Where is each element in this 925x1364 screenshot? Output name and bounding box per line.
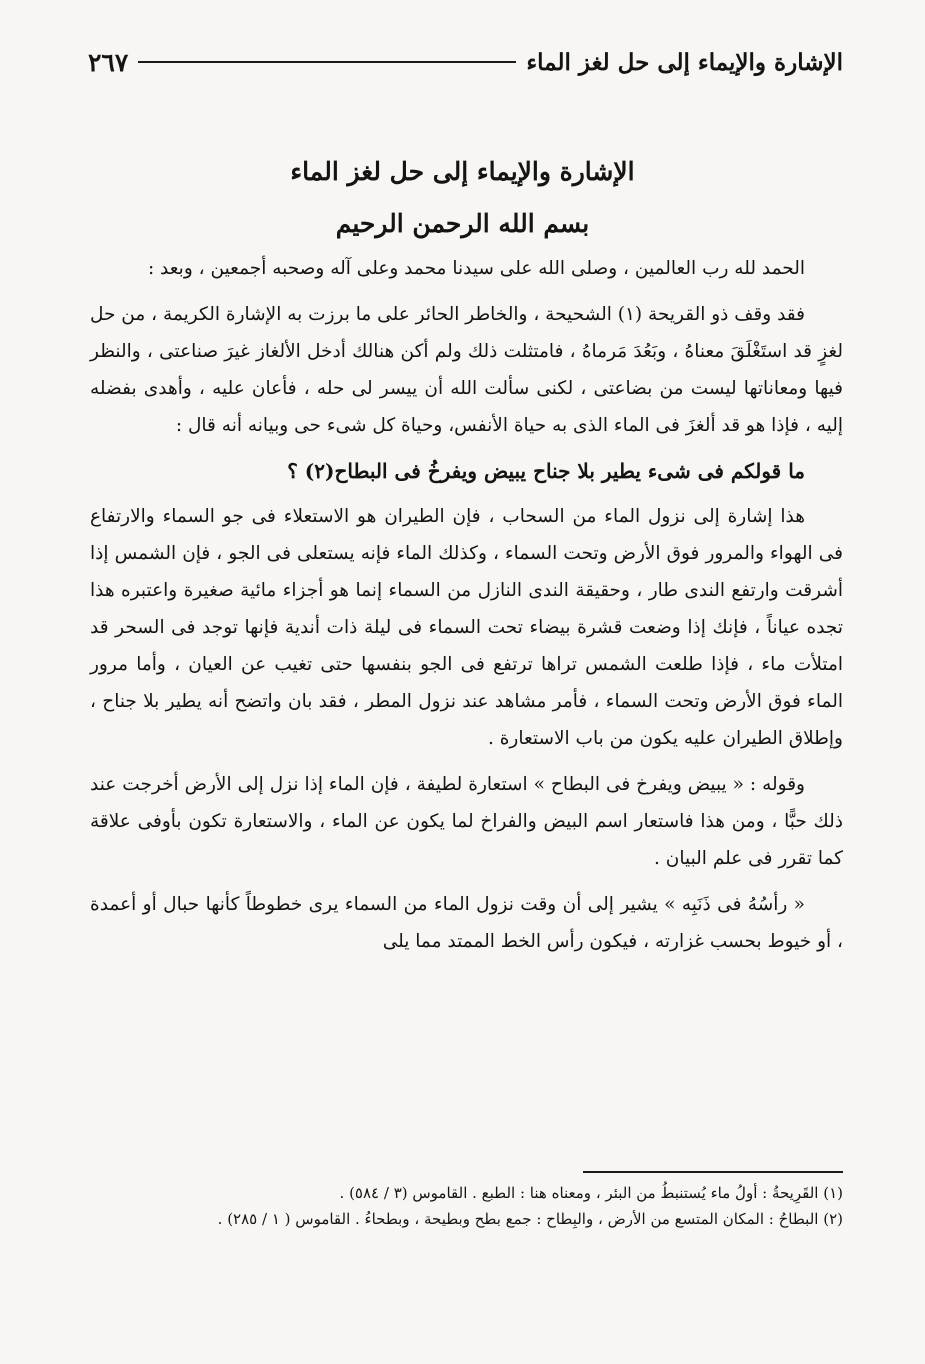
header-rule <box>138 61 516 63</box>
running-header <box>88 42 843 82</box>
footnote-1: (١) القَرِيحةُ : أولُ ماء يُستنبطُ من البئر ، ومعناه هنا : الطبع . القاموس (٣ / ٥٨٤) . <box>339 1184 843 1202</box>
paragraph-explanation: هذا إشارة إلى نزول الماء من السحاب ، فإن الطيران هو الاستعلاء فى جو السماء والارتفاع فى الهواء والمرور فوق الأرض وتحت السماء ، وكذلك الماء فإنه يستعلى فى الجو ، فإن الشمس إذا أشرقت وارتفع الندى طار ، وحقيقة الندى النازل من السماء إنما هو أجزاء مائية صغيرة واعتبره هذا تجده عياناً ، فإنك إذا وضعت قشرة بيضاء تحت السماء فى ليلة ذات أندية فإنها توجد فى السحر قد امتلأت ماء ، فإذا طلعت الشمس تراها ترتفع فى الجو بنفسها حتى تغيب عن العيان ، وأما مرور الماء فوق الأرض وتحت السماء ، فأمر مشاهد عند نزول المطر ، فقد بان واتضح أنه يطير بلا جناح ، وإطلاق الطيران عليه يكون من باب الاستعارة . <box>90 506 843 749</box>
paragraph-introduction: فقد وقف ذو القريحة (١) الشحيحة ، والخاطر الحائر على ما برزت به الإشارة الكريمة ، من حل لغزٍ قد استَغْلَقَ معناهُ ، وبَعُدَ مَرماهُ ، فامتثلت ذلك ولم أكن هنالك أدخل الألغاز غيرَ صناعتى ، والنظر فيها ومعاناتها ليست من بضاعتى ، لكنى سألت الله أن ييسر لى حله ، فأعان عليه ، وأهدى بفضله إليه ، فإذا هو قد ألغزَ فى الماء الذى به حياة الأنفس، وحياة كل شىء حى وبيانه أنه قال : <box>89 304 843 436</box>
footnotes <box>90 1180 843 1232</box>
footnote-2: (٢) البطاحُ : المكان المتسع من الأرض ، والبِطاح : جمع بطح وبطيحة ، وبطحاءُ . القاموس ( ١ / ٢٨٥) . <box>217 1210 843 1228</box>
running-title: الإشارة والإيماء إلى حل لغز الماء <box>526 48 843 76</box>
paragraph-head-tail: « رأسُهُ فى ذَنَبِه » يشير إلى أن وقت نزول الماء من السماء يرى خطوطاً كأنها حبال أو أعمدة ، أو خيوط بحسب غزارته ، فيكون رأس الخط الممتد مما يلى <box>90 894 843 952</box>
chapter-heading <box>80 146 845 250</box>
page-number: ٢٦٧ <box>88 47 129 77</box>
footnote-rule <box>583 1171 843 1173</box>
riddle-text: ما قولكم فى شىء يطير بلا جناح يبيض ويفرخُ فى البطاح(٢) ؟ <box>287 459 805 483</box>
basmala: بسم الله الرحمن الرحيم <box>335 209 590 238</box>
paragraph-metaphor: وقوله : « يبيض ويفرخ فى البطاح » استعارة لطيفة ، فإن الماء إذا نزل إلى الأرض أخرجت عند ذلك حبًّا ، ومن هذا فاستعار اسم البيض والفراخ لما يكون عن الماء ، والاستعارة تكون بأوفى علاقة كما تقرر فى علم البيان . <box>90 774 843 869</box>
main-text <box>90 250 843 969</box>
paragraph-opening: الحمد لله رب العالمين ، وصلى الله على سيدنا محمد وعلى آله وصحبه أجمعين ، وبعد : <box>147 258 805 279</box>
chapter-title: الإشارة والإيماء إلى حل لغز الماء <box>290 157 635 186</box>
